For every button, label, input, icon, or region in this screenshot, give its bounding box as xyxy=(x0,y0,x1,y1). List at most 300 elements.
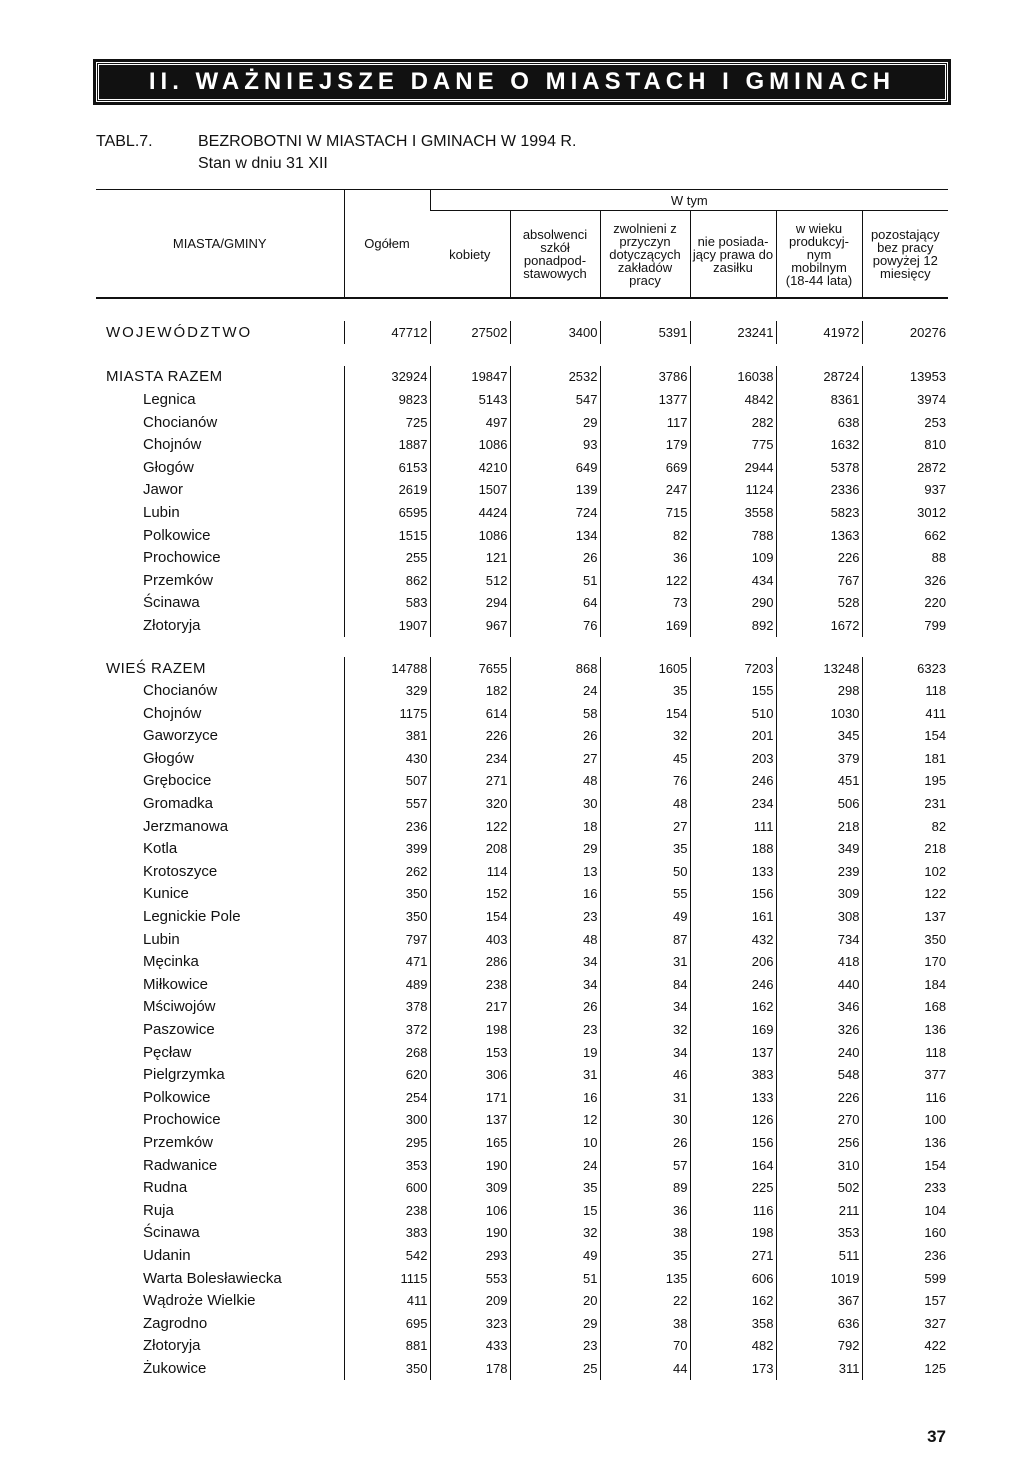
cell-value: 528 xyxy=(776,592,862,615)
row-name: Kotla xyxy=(143,840,178,858)
cell-value: 548 xyxy=(776,1063,862,1086)
cell-value: 35 xyxy=(510,1176,600,1199)
cell-value: 378 xyxy=(344,996,430,1019)
cell-value: 49 xyxy=(510,1244,600,1267)
cell-value: 13953 xyxy=(862,366,948,389)
cell-value: 137 xyxy=(430,1109,510,1132)
cell-value: 9823 xyxy=(344,388,430,411)
cell-value: 379 xyxy=(776,747,862,770)
cell-value: 399 xyxy=(344,837,430,860)
cell-value: 489 xyxy=(344,973,430,996)
cell-value: 246 xyxy=(690,770,776,793)
table-total-row xyxy=(96,657,948,680)
row-name: Lubin xyxy=(143,503,180,521)
cell-value: 326 xyxy=(776,1018,862,1041)
cell-value: 182 xyxy=(430,679,510,702)
cell-value: 22 xyxy=(600,1289,690,1312)
table-row xyxy=(96,456,948,479)
cell-value: 3400 xyxy=(510,321,600,344)
row-name: Udanin xyxy=(143,1246,191,1264)
cell-value: 862 xyxy=(344,569,430,592)
row-name: Zagrodno xyxy=(143,1314,208,1332)
cell-value: 725 xyxy=(344,411,430,434)
cell-value: 29 xyxy=(510,411,600,434)
cell-value: 255 xyxy=(344,546,430,569)
cell-value: 203 xyxy=(690,747,776,770)
cell-value: 32 xyxy=(510,1222,600,1245)
cell-value: 434 xyxy=(690,569,776,592)
cell-value: 1605 xyxy=(600,657,690,680)
cell-value: 411 xyxy=(862,702,948,725)
cell-value: 239 xyxy=(776,860,862,883)
cell-value: 1086 xyxy=(430,433,510,456)
cell-value: 502 xyxy=(776,1176,862,1199)
cell-value: 24 xyxy=(510,1154,600,1177)
cell-value: 102 xyxy=(862,860,948,883)
table-row xyxy=(96,1041,948,1064)
header-municipality: MIASTA/GMINY xyxy=(96,190,344,299)
cell-value: 620 xyxy=(344,1063,430,1086)
cell-value: 1030 xyxy=(776,702,862,725)
cell-value: 1115 xyxy=(344,1267,430,1290)
cell-value: 211 xyxy=(776,1199,862,1222)
cell-value: 137 xyxy=(690,1041,776,1064)
table-row xyxy=(96,1176,948,1199)
cell-value: 23241 xyxy=(690,321,776,344)
table-row xyxy=(96,546,948,569)
table-row xyxy=(96,1244,948,1267)
table-row xyxy=(96,1357,948,1380)
table-row xyxy=(96,679,948,702)
table-row xyxy=(96,1086,948,1109)
row-name: Męcinka xyxy=(143,953,199,971)
cell-value: 715 xyxy=(600,501,690,524)
row-name: Gromadka xyxy=(143,795,214,813)
cell-value: 218 xyxy=(862,837,948,860)
cell-value: 512 xyxy=(430,569,510,592)
cell-value: 226 xyxy=(776,1086,862,1109)
cell-value: 48 xyxy=(510,770,600,793)
cell-value: 220 xyxy=(862,592,948,615)
cell-value: 218 xyxy=(776,815,862,838)
row-name: Ścinawa xyxy=(143,1224,200,1242)
cell-value: 16038 xyxy=(690,366,776,389)
cell-value: 45 xyxy=(600,747,690,770)
cell-value: 724 xyxy=(510,501,600,524)
table-row xyxy=(96,388,948,411)
row-name: Wądroże Wielkie xyxy=(143,1292,256,1310)
row-name: Chocianów xyxy=(143,682,218,700)
cell-value: 767 xyxy=(776,569,862,592)
cell-value: 286 xyxy=(430,950,510,973)
cell-value: 226 xyxy=(430,725,510,748)
cell-value: 226 xyxy=(776,546,862,569)
cell-value: 810 xyxy=(862,433,948,456)
cell-value: 2944 xyxy=(690,456,776,479)
cell-value: 5391 xyxy=(600,321,690,344)
cell-value: 246 xyxy=(690,973,776,996)
cell-value: 157 xyxy=(862,1289,948,1312)
cell-value: 106 xyxy=(430,1199,510,1222)
cell-value: 46 xyxy=(600,1063,690,1086)
row-name: Gaworzyce xyxy=(143,727,219,745)
cell-value: 73 xyxy=(600,592,690,615)
table-row xyxy=(96,1267,948,1290)
cell-value: 6323 xyxy=(862,657,948,680)
cell-value: 3558 xyxy=(690,501,776,524)
row-name: Żukowice xyxy=(143,1359,207,1377)
cell-value: 238 xyxy=(344,1199,430,1222)
cell-value: 16 xyxy=(510,1086,600,1109)
cell-value: 154 xyxy=(600,702,690,725)
cell-value: 51 xyxy=(510,569,600,592)
cell-value: 118 xyxy=(862,679,948,702)
row-name: Chojnów xyxy=(143,704,202,722)
cell-value: 35 xyxy=(600,1244,690,1267)
row-name: Głogów xyxy=(143,458,194,476)
cell-value: 89 xyxy=(600,1176,690,1199)
cell-value: 308 xyxy=(776,905,862,928)
cell-value: 507 xyxy=(344,770,430,793)
cell-value: 234 xyxy=(690,792,776,815)
cell-value: 16 xyxy=(510,883,600,906)
table-row xyxy=(96,1199,948,1222)
cell-value: 173 xyxy=(690,1357,776,1380)
cell-value: 306 xyxy=(430,1063,510,1086)
cell-value: 506 xyxy=(776,792,862,815)
cell-value: 154 xyxy=(862,725,948,748)
cell-value: 49 xyxy=(600,905,690,928)
row-name: Kunice xyxy=(143,885,189,903)
row-name: Złotoryja xyxy=(143,616,201,634)
cell-value: 295 xyxy=(344,1131,430,1154)
row-name: Przemków xyxy=(143,571,214,589)
cell-value: 20276 xyxy=(862,321,948,344)
table-row xyxy=(96,860,948,883)
cell-value: 775 xyxy=(690,433,776,456)
cell-value: 3012 xyxy=(862,501,948,524)
cell-value: 20 xyxy=(510,1289,600,1312)
cell-value: 111 xyxy=(690,815,776,838)
cell-value: 1507 xyxy=(430,479,510,502)
table-title: BEZROBOTNI W MIASTACH I GMINACH W 1994 R. xyxy=(198,133,577,150)
row-name: Radwanice xyxy=(143,1156,218,1174)
cell-value: 160 xyxy=(862,1222,948,1245)
cell-value: 155 xyxy=(690,679,776,702)
cell-value: 309 xyxy=(776,883,862,906)
cell-value: 433 xyxy=(430,1335,510,1358)
cell-value: 162 xyxy=(690,996,776,1019)
row-name: MIASTA RAZEM xyxy=(106,368,223,386)
cell-value: 195 xyxy=(862,770,948,793)
header-long-term: pozostający bez pracy powyżej 12 miesięcy xyxy=(862,211,948,299)
table-number: TABL.7. xyxy=(96,133,153,150)
cell-value: 34 xyxy=(600,1041,690,1064)
cell-value: 47712 xyxy=(344,321,430,344)
cell-value: 695 xyxy=(344,1312,430,1335)
cell-value: 234 xyxy=(430,747,510,770)
cell-value: 30 xyxy=(600,1109,690,1132)
cell-value: 84 xyxy=(600,973,690,996)
cell-value: 2872 xyxy=(862,456,948,479)
cell-value: 23 xyxy=(510,905,600,928)
cell-value: 669 xyxy=(600,456,690,479)
row-name: Paszowice xyxy=(143,1021,215,1039)
cell-value: 134 xyxy=(510,524,600,547)
header-w-tym: W tym xyxy=(430,190,948,211)
cell-value: 440 xyxy=(776,973,862,996)
cell-value: 38 xyxy=(600,1312,690,1335)
row-name: Polkowice xyxy=(143,526,211,544)
cell-value: 87 xyxy=(600,928,690,951)
table-row xyxy=(96,501,948,524)
cell-value: 358 xyxy=(690,1312,776,1335)
cell-value: 14788 xyxy=(344,657,430,680)
cell-value: 188 xyxy=(690,837,776,860)
cell-value: 25 xyxy=(510,1357,600,1380)
cell-value: 170 xyxy=(862,950,948,973)
cell-value: 5143 xyxy=(430,388,510,411)
cell-value: 161 xyxy=(690,905,776,928)
cell-value: 1887 xyxy=(344,433,430,456)
cell-value: 1175 xyxy=(344,702,430,725)
cell-value: 5823 xyxy=(776,501,862,524)
cell-value: 26 xyxy=(510,546,600,569)
cell-value: 797 xyxy=(344,928,430,951)
cell-value: 100 xyxy=(862,1109,948,1132)
row-name: Jerzmanowa xyxy=(143,817,229,835)
cell-value: 231 xyxy=(862,792,948,815)
cell-value: 1377 xyxy=(600,388,690,411)
cell-value: 76 xyxy=(600,770,690,793)
cell-value: 792 xyxy=(776,1335,862,1358)
cell-value: 4424 xyxy=(430,501,510,524)
cell-value: 254 xyxy=(344,1086,430,1109)
cell-value: 236 xyxy=(862,1244,948,1267)
table-row xyxy=(96,1018,948,1041)
cell-value: 58 xyxy=(510,702,600,725)
cell-value: 553 xyxy=(430,1267,510,1290)
cell-value: 48 xyxy=(600,792,690,815)
cell-value: 198 xyxy=(690,1222,776,1245)
row-name: Złotoryja xyxy=(143,1337,201,1355)
table-body xyxy=(96,298,948,1380)
row-name: Legnickie Pole xyxy=(143,908,241,926)
cell-value: 236 xyxy=(344,815,430,838)
cell-value: 403 xyxy=(430,928,510,951)
header-graduates: absolwenci szkół ponadpod-stawowych xyxy=(510,211,600,299)
table-row xyxy=(96,1289,948,1312)
cell-value: 1363 xyxy=(776,524,862,547)
cell-value: 10 xyxy=(510,1131,600,1154)
cell-value: 31 xyxy=(600,950,690,973)
cell-value: 345 xyxy=(776,725,862,748)
cell-value: 41972 xyxy=(776,321,862,344)
cell-value: 383 xyxy=(344,1222,430,1245)
cell-value: 76 xyxy=(510,614,600,637)
cell-value: 271 xyxy=(430,770,510,793)
header-no-benefit: nie posiada-jący prawa do zasiłku xyxy=(690,211,776,299)
cell-value: 64 xyxy=(510,592,600,615)
cell-value: 2532 xyxy=(510,366,600,389)
cell-value: 24 xyxy=(510,679,600,702)
cell-value: 320 xyxy=(430,792,510,815)
row-name: Warta Bolesławiecka xyxy=(143,1269,282,1287)
cell-value: 171 xyxy=(430,1086,510,1109)
cell-value: 34 xyxy=(510,950,600,973)
cell-value: 600 xyxy=(344,1176,430,1199)
cell-value: 4842 xyxy=(690,388,776,411)
cell-value: 27 xyxy=(510,747,600,770)
cell-value: 799 xyxy=(862,614,948,637)
row-name: Rudna xyxy=(143,1179,188,1197)
cell-value: 350 xyxy=(344,905,430,928)
cell-value: 497 xyxy=(430,411,510,434)
cell-value: 156 xyxy=(690,1131,776,1154)
cell-value: 26 xyxy=(510,725,600,748)
cell-value: 649 xyxy=(510,456,600,479)
row-name: Grębocice xyxy=(143,772,212,790)
cell-value: 36 xyxy=(600,1199,690,1222)
row-name: Jawor xyxy=(143,481,184,499)
cell-value: 8361 xyxy=(776,388,862,411)
cell-value: 1632 xyxy=(776,433,862,456)
row-name: Chojnów xyxy=(143,436,202,454)
cell-value: 293 xyxy=(430,1244,510,1267)
cell-value: 201 xyxy=(690,725,776,748)
row-name: Przemków xyxy=(143,1133,214,1151)
cell-value: 350 xyxy=(344,883,430,906)
cell-value: 184 xyxy=(862,973,948,996)
table-row xyxy=(96,883,948,906)
cell-value: 367 xyxy=(776,1289,862,1312)
cell-value: 892 xyxy=(690,614,776,637)
cell-value: 511 xyxy=(776,1244,862,1267)
cell-value: 28724 xyxy=(776,366,862,389)
table-row xyxy=(96,792,948,815)
cell-value: 136 xyxy=(862,1018,948,1041)
cell-value: 240 xyxy=(776,1041,862,1064)
cell-value: 300 xyxy=(344,1109,430,1132)
cell-value: 208 xyxy=(430,837,510,860)
table-row xyxy=(96,1335,948,1358)
row-name: Ruja xyxy=(143,1201,174,1219)
table-row xyxy=(96,928,948,951)
cell-value: 29 xyxy=(510,1312,600,1335)
table-row xyxy=(96,569,948,592)
table-row xyxy=(96,815,948,838)
cell-value: 38 xyxy=(600,1222,690,1245)
cell-value: 116 xyxy=(690,1199,776,1222)
table-row xyxy=(96,747,948,770)
cell-value: 13 xyxy=(510,860,600,883)
cell-value: 268 xyxy=(344,1041,430,1064)
row-name: Mściwojów xyxy=(143,998,216,1016)
cell-value: 349 xyxy=(776,837,862,860)
cell-value: 238 xyxy=(430,973,510,996)
cell-value: 162 xyxy=(690,1289,776,1312)
cell-value: 557 xyxy=(344,792,430,815)
cell-value: 55 xyxy=(600,883,690,906)
cell-value: 118 xyxy=(862,1041,948,1064)
header-women: kobiety xyxy=(449,246,491,262)
cell-value: 422 xyxy=(862,1335,948,1358)
cell-value: 35 xyxy=(600,679,690,702)
cell-value: 190 xyxy=(430,1154,510,1177)
row-name: Polkowice xyxy=(143,1088,211,1106)
cell-value: 82 xyxy=(862,815,948,838)
cell-value: 164 xyxy=(690,1154,776,1177)
cell-value: 471 xyxy=(344,950,430,973)
cell-value: 133 xyxy=(690,860,776,883)
page-number: 37 xyxy=(927,1427,946,1446)
cell-value: 310 xyxy=(776,1154,862,1177)
cell-value: 253 xyxy=(862,411,948,434)
cell-value: 7203 xyxy=(690,657,776,680)
cell-value: 6595 xyxy=(344,501,430,524)
section-banner: II. WAŻNIEJSZE DANE O MIASTACH I GMINACH xyxy=(96,62,948,102)
cell-value: 638 xyxy=(776,411,862,434)
cell-value: 31 xyxy=(600,1086,690,1109)
row-name: Prochowice xyxy=(143,1111,221,1129)
table-row xyxy=(96,973,948,996)
cell-value: 614 xyxy=(430,702,510,725)
row-name: Krotoszyce xyxy=(143,862,218,880)
cell-value: 122 xyxy=(862,883,948,906)
table-row xyxy=(96,996,948,1019)
cell-value: 70 xyxy=(600,1335,690,1358)
cell-value: 734 xyxy=(776,928,862,951)
cell-value: 350 xyxy=(862,928,948,951)
cell-value: 868 xyxy=(510,657,600,680)
table-row xyxy=(96,592,948,615)
cell-value: 209 xyxy=(430,1289,510,1312)
cell-value: 122 xyxy=(600,569,690,592)
cell-value: 636 xyxy=(776,1312,862,1335)
cell-value: 179 xyxy=(600,433,690,456)
row-name: Chocianów xyxy=(143,413,218,431)
cell-value: 30 xyxy=(510,792,600,815)
table-row xyxy=(96,1131,948,1154)
cell-value: 350 xyxy=(344,1357,430,1380)
row-name: WOJEWÓDZTWO xyxy=(106,323,253,341)
cell-value: 383 xyxy=(690,1063,776,1086)
cell-value: 311 xyxy=(776,1357,862,1380)
cell-value: 377 xyxy=(862,1063,948,1086)
cell-value: 198 xyxy=(430,1018,510,1041)
cell-value: 51 xyxy=(510,1267,600,1290)
cell-value: 329 xyxy=(344,679,430,702)
cell-value: 247 xyxy=(600,479,690,502)
table-subtitle: Stan w dniu 31 XII xyxy=(198,155,328,172)
cell-value: 1086 xyxy=(430,524,510,547)
cell-value: 225 xyxy=(690,1176,776,1199)
cell-value: 152 xyxy=(430,883,510,906)
cell-value: 1907 xyxy=(344,614,430,637)
cell-value: 323 xyxy=(430,1312,510,1335)
cell-value: 18 xyxy=(510,815,600,838)
cell-value: 788 xyxy=(690,524,776,547)
unemployment-table xyxy=(96,189,948,1380)
cell-value: 116 xyxy=(862,1086,948,1109)
table-row xyxy=(96,524,948,547)
cell-value: 114 xyxy=(430,860,510,883)
cell-value: 206 xyxy=(690,950,776,973)
cell-value: 139 xyxy=(510,479,600,502)
cell-value: 27502 xyxy=(430,321,510,344)
cell-value: 15 xyxy=(510,1199,600,1222)
cell-value: 126 xyxy=(690,1109,776,1132)
